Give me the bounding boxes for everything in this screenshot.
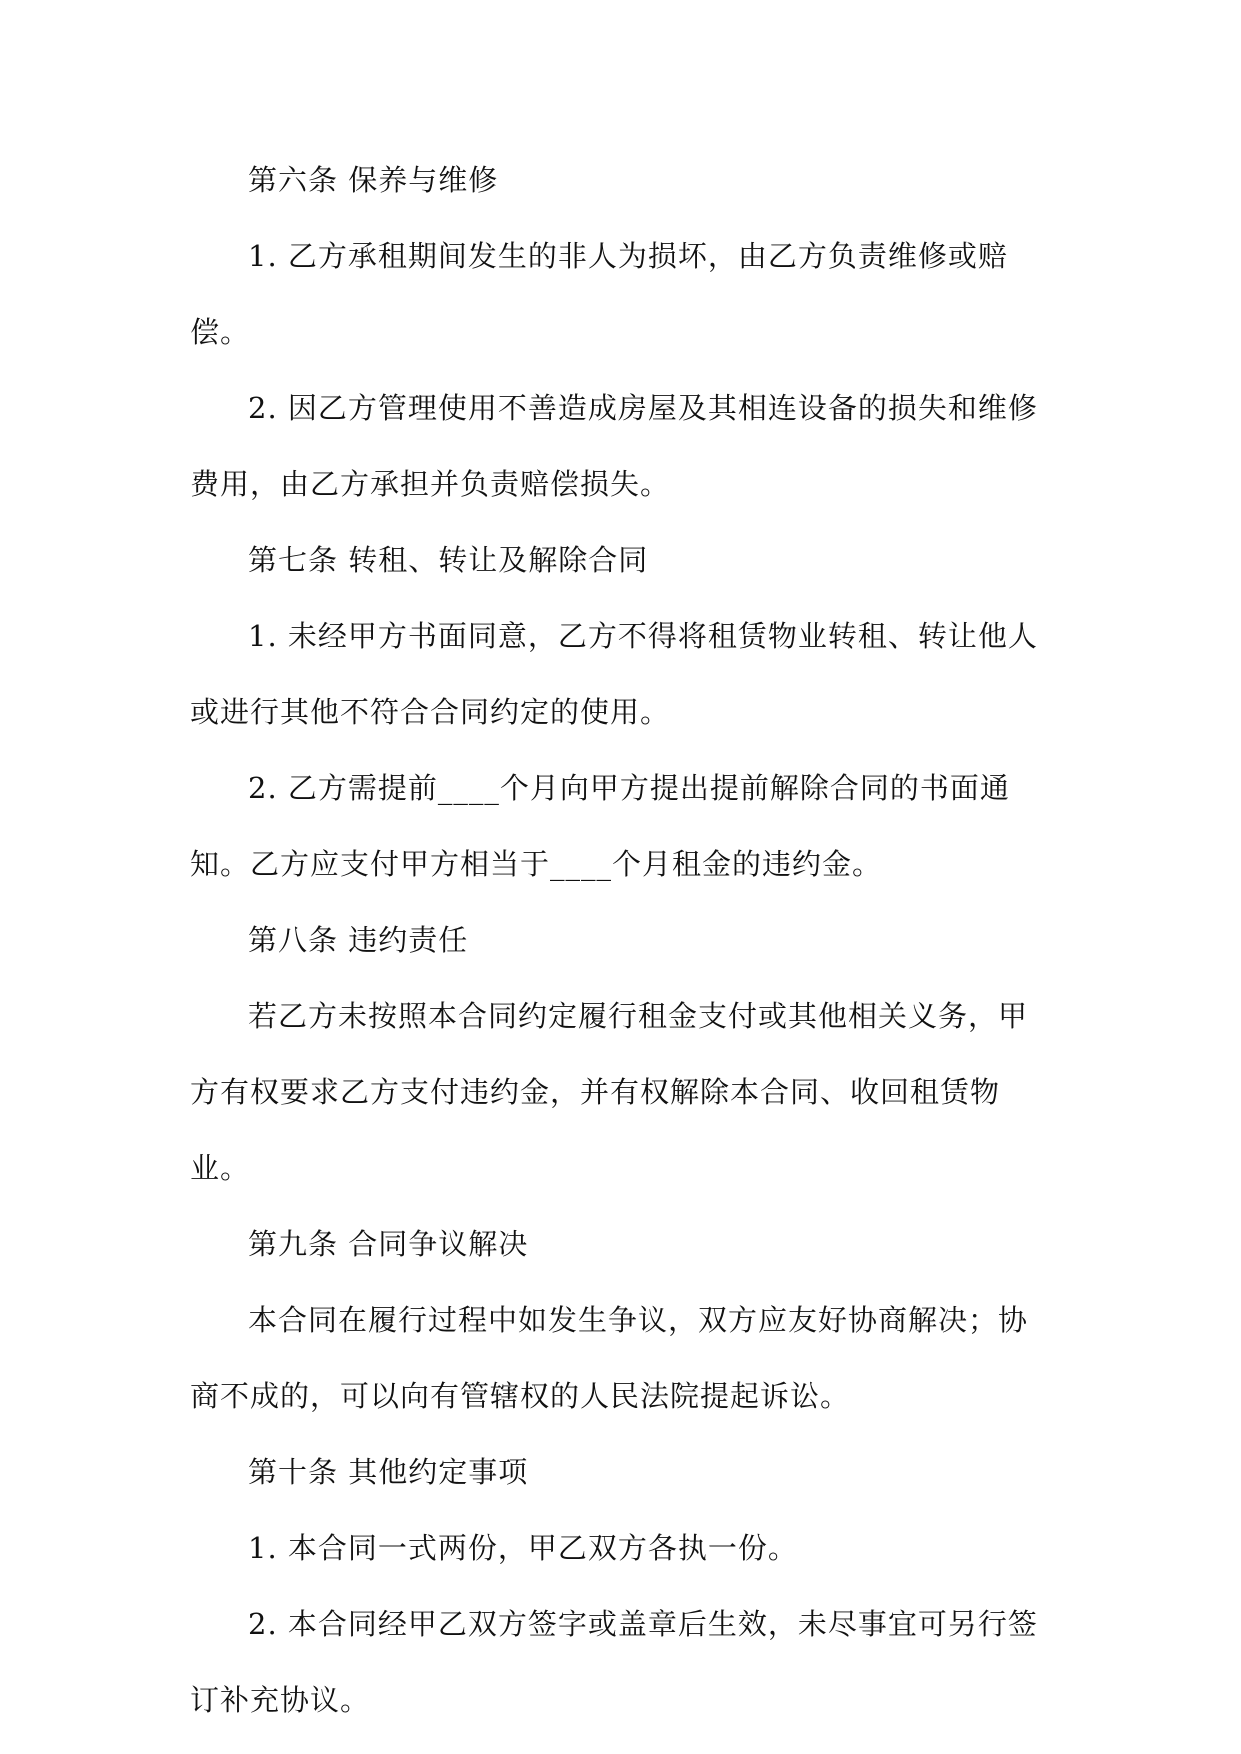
article-7-heading: 第七条 转租、转让及解除合同 <box>248 543 649 577</box>
article-8-heading: 第八条 违约责任 <box>248 923 469 957</box>
article-7-item-2: 2. 乙方需提前____个月向甲方提出提前解除合同的书面通知。乙方应支付甲方相当于____个月租金的违约金。 <box>190 771 1010 881</box>
article-9-body: 本合同在履行过程中如发生争议，双方应友好协商解决；协商不成的，可以向有管辖权的人民法院提起诉讼。 <box>190 1303 1029 1413</box>
article-8-body: 若乙方未按照本合同约定履行租金支付或其他相关义务，甲方有权要求乙方支付违约金，并有权解除本合同、收回租赁物业。 <box>190 999 1029 1185</box>
article-6-item-1: 1. 乙方承租期间发生的非人为损坏，由乙方负责维修或赔偿。 <box>190 239 1008 349</box>
article-10-heading: 第十条 其他约定事项 <box>248 1455 529 1489</box>
article-10-item-1: 1. 本合同一式两份，甲乙双方各执一份。 <box>248 1531 798 1565</box>
article-7-item-1: 1. 未经甲方书面同意，乙方不得将租赁物业转租、转让他人或进行其他不符合合同约定的使用。 <box>190 619 1038 729</box>
article-6-item-2: 2. 因乙方管理使用不善造成房屋及其相连设备的损失和维修费用，由乙方承担并负责赔偿损失。 <box>190 391 1038 501</box>
document-body <box>190 142 1050 1738</box>
article-9-heading: 第九条 合同争议解决 <box>248 1227 529 1261</box>
article-10-item-2: 2. 本合同经甲乙双方签字或盖章后生效，未尽事宜可另行签订补充协议。 <box>190 1607 1038 1717</box>
article-6-heading: 第六条 保养与维修 <box>248 163 499 197</box>
